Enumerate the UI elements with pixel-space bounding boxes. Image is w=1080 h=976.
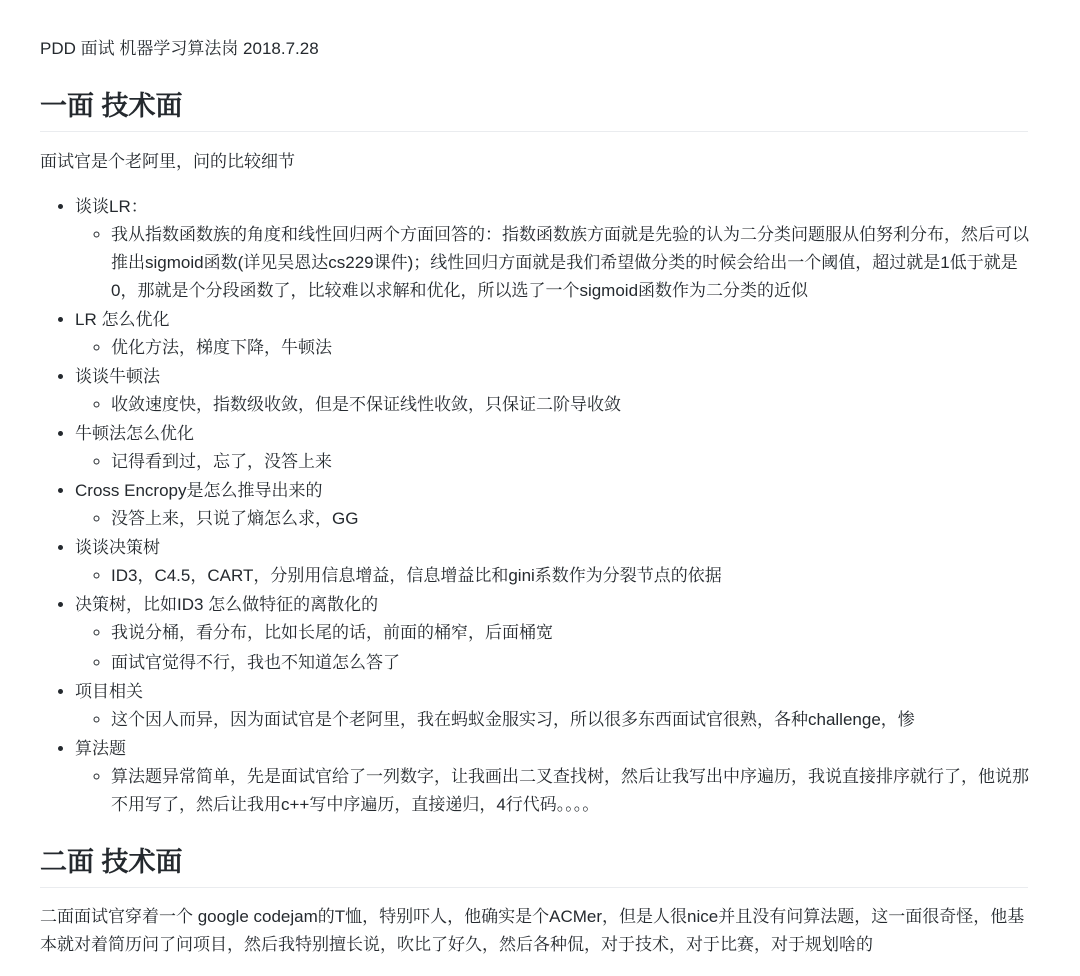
question-text: 算法题 — [75, 739, 126, 758]
question-text: 谈谈LR： — [75, 197, 148, 216]
answer-list — [75, 763, 1030, 819]
answer-list — [75, 619, 1030, 677]
question-list — [40, 193, 1030, 820]
answer-item: ◦ 没答上来，只说了熵怎么求，GG — [111, 505, 1030, 533]
section2-intro: 二面面试官穿着一个 google codejam的T恤，特别吓人，他确实是个ACMer，但是人很nice并且没有问算法题，这一面很奇怪，他基本就对着简历问了问项目，然后我特别擅长说，吹比了好久，然后各种侃，对于技术，对于比赛，对于规划啥的 — [40, 907, 1025, 954]
question-text: Cross Encropy是怎么推导出来的 — [75, 481, 323, 500]
answer-item: ◦ 这个因人而异，因为面试官是个老阿里，我在蚂蚁金服实习，所以很多东西面试官很熟，各种challenge，惨 — [111, 706, 1030, 734]
list-item — [75, 306, 1030, 362]
list-item — [75, 363, 1030, 419]
list-item — [75, 477, 1030, 533]
answer-item: ◦ 面试官觉得不行，我也不知道怎么答了 — [111, 649, 1030, 677]
list-item — [75, 735, 1030, 819]
answer-list — [75, 221, 1030, 305]
list-item — [75, 193, 1030, 305]
answer-item: ◦ ID3，C4.5，CART，分别用信息增益，信息增益比和gini系数作为分裂节点的依据 — [111, 562, 1030, 590]
question-text: LR 怎么优化 — [75, 310, 170, 329]
section-heading-second-interview: 二面 技术面 — [40, 842, 1028, 888]
answer-item: ◦ 收敛速度快，指数级收敛，但是不保证线性收敛，只保证二阶导收敛 — [111, 391, 1030, 419]
question-text: 项目相关 — [75, 682, 143, 701]
answer-list — [75, 505, 1030, 533]
list-item — [75, 534, 1030, 590]
section-heading-first-interview: 一面 技术面 — [40, 86, 1028, 132]
question-text: 牛顿法怎么优化 — [75, 424, 194, 443]
list-item — [75, 678, 1030, 734]
answer-item: ◦ 我从指数函数族的角度和线性回归两个方面回答的：指数函数族方面就是先验的认为二分类问题服从伯努利分布，然后可以推出sigmoid函数(详见吴恩达cs229课件)；线性回归方面就是我们希望做分类的时候会给出一个阈值，超过就是1低于就是0，那就是个分段函数了，比较难以求解和优化，所以选了一个sigmoid函数作为二分类的近似 — [111, 221, 1030, 305]
question-text: 谈谈牛顿法 — [75, 367, 160, 386]
section1-intro: 面试官是个老阿里，问的比较细节 — [40, 152, 295, 171]
answer-item: ◦ 我说分桶，看分布，比如长尾的话，前面的桶窄，后面桶宽 — [111, 619, 1030, 647]
list-item — [75, 420, 1030, 476]
question-text: 谈谈决策树 — [75, 538, 160, 557]
title-line: PDD 面试 机器学习算法岗 2018.7.28 — [40, 39, 319, 58]
answer-item: ◦ 记得看到过，忘了，没答上来 — [111, 448, 1030, 476]
answer-item: ◦ 算法题异常简单，先是面试官给了一列数字，让我画出二叉查找树，然后让我写出中序遍历，我说直接排序就行了，他说那不用写了，然后让我用c++写中序遍历，直接递归，4行代码。。。。 — [111, 763, 1030, 819]
answer-list — [75, 448, 1030, 476]
answer-list — [75, 334, 1030, 362]
answer-list — [75, 562, 1030, 590]
answer-list — [75, 706, 1030, 734]
question-text: 决策树，比如ID3 怎么做特征的离散化的 — [75, 595, 379, 614]
answer-item: ◦ 优化方法，梯度下降，牛顿法 — [111, 334, 1030, 362]
answer-list — [75, 391, 1030, 419]
list-item — [75, 591, 1030, 677]
